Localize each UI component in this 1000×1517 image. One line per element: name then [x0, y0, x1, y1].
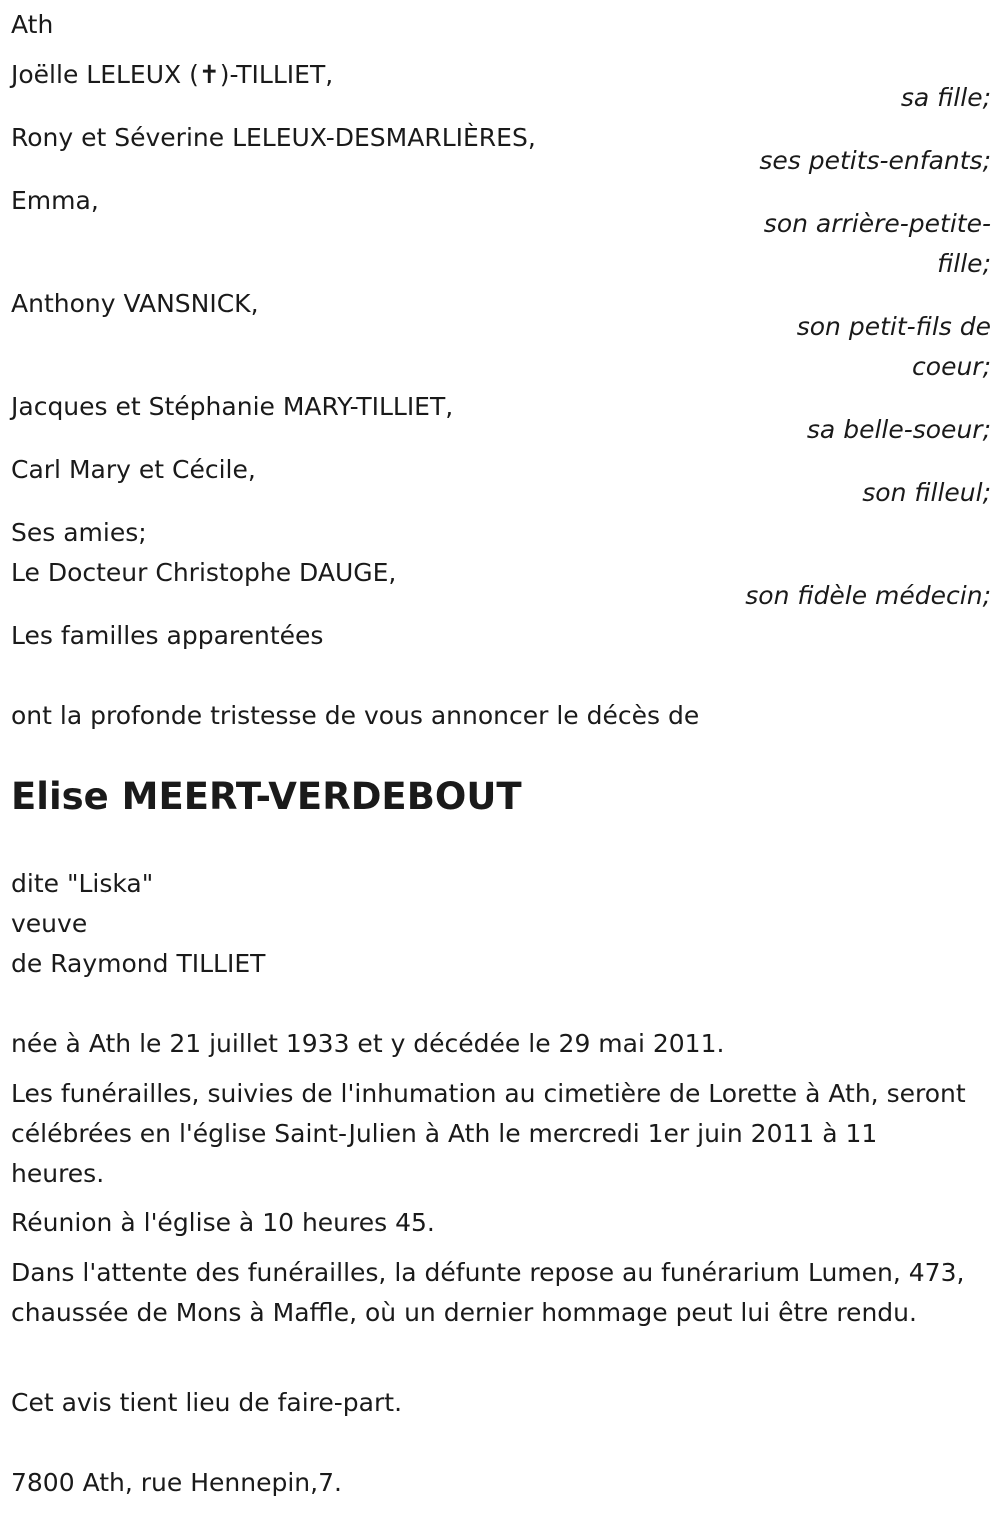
family-member-name: Jacques et Stéphanie MARY-TILLIET,	[11, 392, 454, 421]
family-member-name: Les familles apparentées	[11, 621, 324, 650]
family-member-relation: son arrière-petite-	[763, 209, 991, 238]
family-member-name: Rony et Séverine LELEUX-DESMARLIÈRES,	[11, 123, 536, 152]
family-member-relation: coeur;	[912, 352, 991, 381]
family-member-relation: sa fille;	[900, 83, 991, 112]
meeting-details: Réunion à l'église à 10 heures 45.	[11, 1208, 435, 1237]
family-address: 7800 Ath, rue Hennepin,7.	[11, 1468, 342, 1497]
family-member-relation: sa belle-soeur;	[806, 415, 991, 444]
location: Ath	[11, 10, 54, 39]
family-member-relation: ses petits-enfants;	[759, 146, 991, 175]
funeral-details: Les funérailles, suivies de l'inhumation au cimetière de Lorette à Ath, seront célébrées en l'église Saint-Julien à Ath le mercredi 1er juin 2011 à 11 heures.	[11, 1079, 966, 1188]
family-member-relation: son fidèle médecin;	[745, 581, 991, 610]
deceased-name: Elise MEERT-VERDEBOUT	[11, 775, 522, 818]
deceased-alias: dite "Liska"	[11, 869, 154, 898]
family-member-relation: fille;	[937, 249, 991, 278]
family-member-name: Ses amies;	[11, 518, 147, 547]
birth-death-dates: née à Ath le 21 juillet 1933 et y décédée le 29 mai 2011.	[11, 1029, 725, 1058]
family-member-name: Carl Mary et Cécile,	[11, 455, 256, 484]
notice-text: Cet avis tient lieu de faire-part.	[11, 1388, 403, 1417]
family-member-relation: son petit-fils de	[796, 312, 991, 341]
deceased-spouse: de Raymond TILLIET	[11, 949, 266, 978]
family-member-relation: son filleul;	[862, 478, 991, 507]
family-member-name: Joëlle LELEUX (✝)-TILLIET,	[11, 60, 334, 89]
announcement-text: ont la profonde tristesse de vous annoncer le décès de	[11, 701, 700, 730]
family-member-name: Emma,	[11, 186, 99, 215]
family-member-name: Le Docteur Christophe DAUGE,	[11, 558, 397, 587]
deceased-status: veuve	[11, 909, 88, 938]
viewing-details: Dans l'attente des funérailles, la défunte repose au funérarium Lumen, 473, chaussée de Mons à Maffle, où un dernier hommage peut lui être rendu.	[11, 1258, 965, 1327]
family-member-name: Anthony VANSNICK,	[11, 289, 259, 318]
